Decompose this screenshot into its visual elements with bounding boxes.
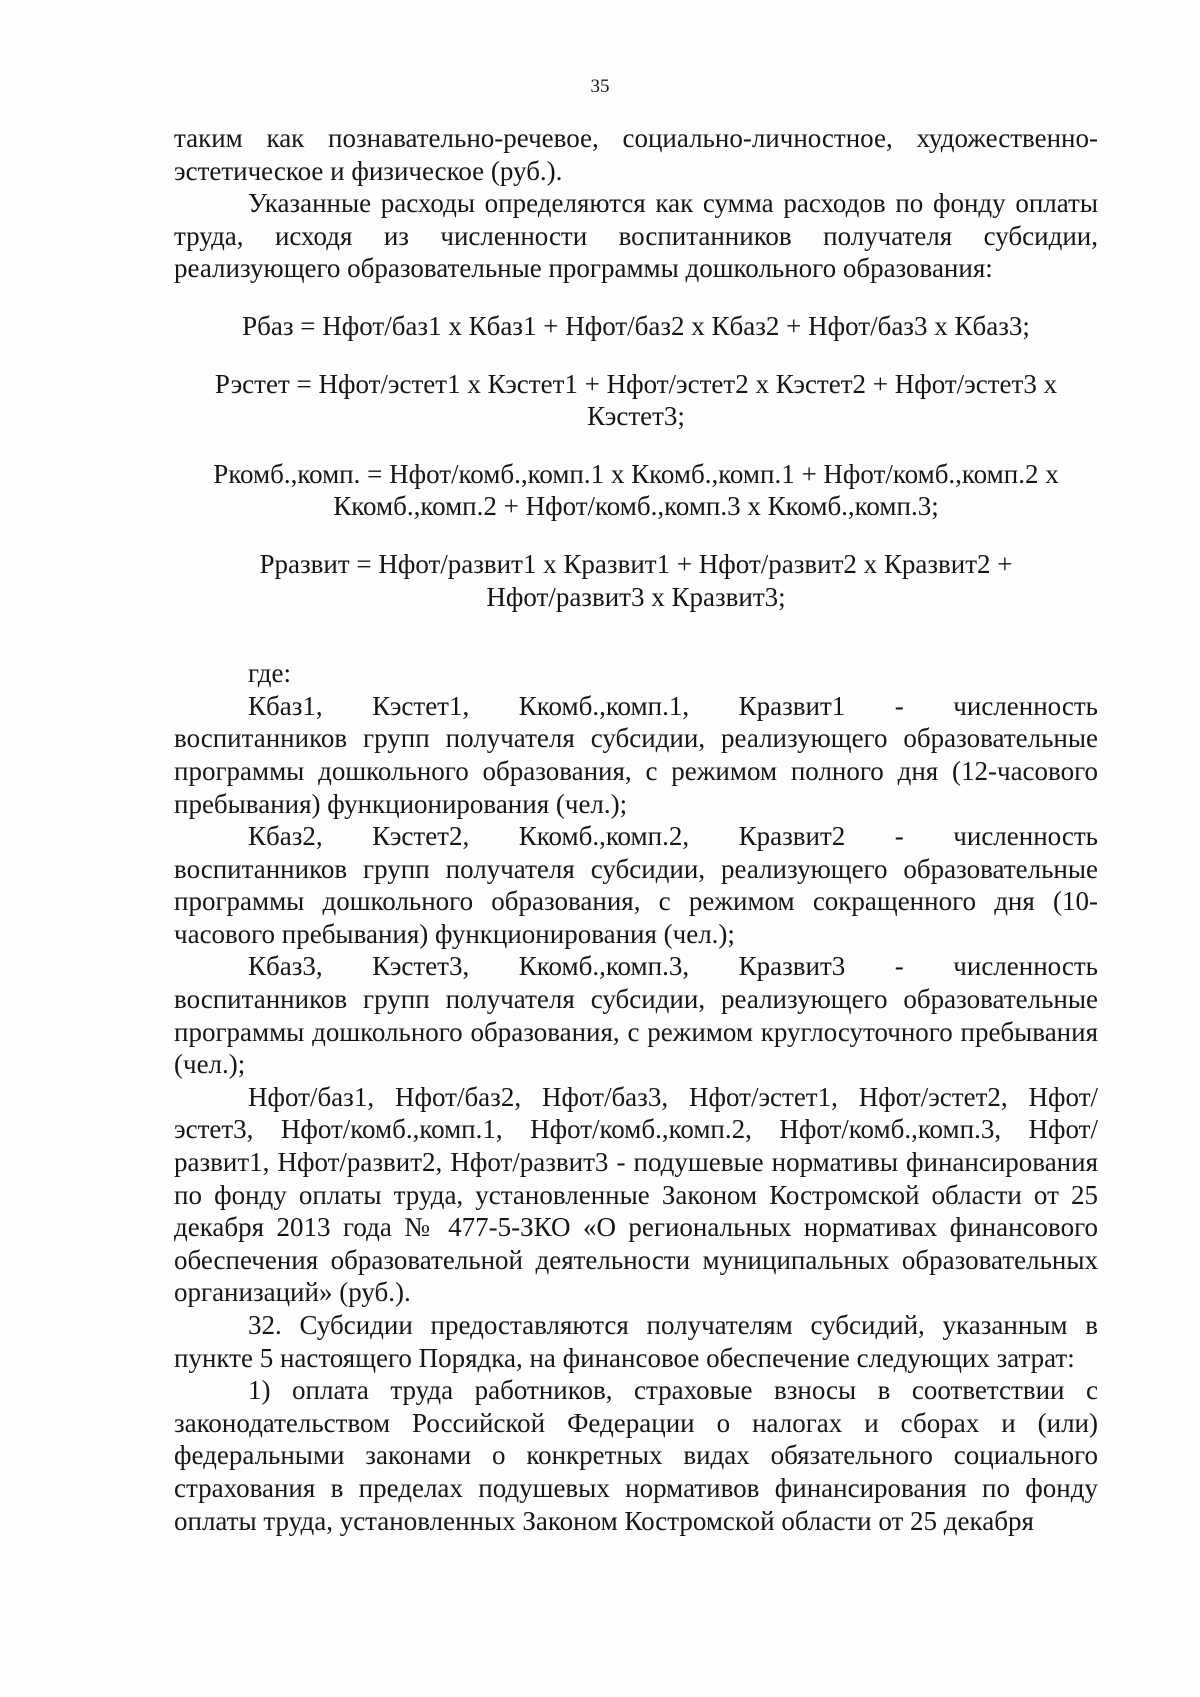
definition-k2-text: воспитанников групп получателя субсидии, реализующего образовательные программы дошкольного образования, с режимом сокращенного дня (10-часового пребывания) функционирования (чел.); [174, 853, 1098, 949]
formula-restet [174, 368, 1098, 433]
definition-k3-text: воспитанников групп получателя субсидии, реализующего образовательные программы дошкольного образования, с режимом круглосуточного пребывания (чел.); [174, 984, 1098, 1080]
page-body [174, 122, 1098, 1537]
intro-paragraph-2: Указанные расходы определяются как сумма расходов по фонду оплаты труда, исходя из численности воспитанников получателя субсидии, реализующего образовательные программы дошкольного образования: [174, 188, 1098, 284]
variable-name: Кэстет1, [372, 690, 470, 721]
formula-rrazvit-line-2: Нфот/развит3 x Кразвит3; [486, 581, 786, 612]
formula-restet-line-1: Рэстет = Нфот/эстет1 x Кэстет1 + Нфот/эстет2 x Кэстет2 + Нфот/эстет3 x [214, 368, 1058, 399]
variable-name: Ккомб.,комп.1, [518, 690, 690, 721]
formula-rbaz: Рбаз = Нфот/баз1 x Кбаз1 + Нфот/баз2 x Кбаз2 + Нфот/баз3 x Кбаз3; [242, 310, 1030, 341]
definition-normatives: Нфот/баз1, Нфот/баз2, Нфот/баз3, Нфот/эстет1, Нфот/эстет2, Нфот/эстет3, Нфот/комб.,комп.1, Нфот/комб.,комп.2, Нфот/комб.,комп.3, Нфот/развит1, Нфот/развит2, Нфот/развит3 - подушевые нормативы финансирования по фонду оплаты труда, установленные Законом Костромской области от 25 декабря 2013 года № 477-5-ЗКО «О региональных нормативах финансового обеспечения образовательной деятельности муниципальных образовательных организаций» (руб.). [174, 1081, 1098, 1308]
variable-name: Ккомб.,комп.2, [518, 821, 690, 852]
definition-term: численность [953, 821, 1098, 852]
definition-dash: - [894, 690, 904, 721]
definition-dash: - [894, 951, 904, 982]
formula-rkomb-line-1: Ркомб.,комп. = Нфот/комб.,комп.1 x Ккомб.,комп.1 + Нфот/комб.,комп.2 x [213, 458, 1059, 489]
definition-k1-variables [174, 690, 1098, 723]
variable-name: Кэстет2, [372, 821, 470, 852]
variable-name: Кразвит2 [738, 821, 846, 852]
clause-32-item-1: 1) оплата труда работников, страховые взносы в соответствии с законодательством Российской Федерации о налогах и сборах и (или) федеральными законами о конкретных видах обязательного социального страхования в пределах подушевых нормативов финансирования по фонду оплаты труда, установленных Законом Костромской области от 25 декабря [174, 1375, 1098, 1536]
variable-name: Кразвит1 [738, 690, 846, 721]
formula-rkomb-line-2: Ккомб.,комп.2 + Нфот/комб.,комп.3 x Ккомб.,комп.3; [333, 491, 939, 522]
variable-name: Кэстет3, [372, 951, 470, 982]
where-label: где: [248, 658, 291, 689]
definition-k1-text: воспитанников групп получателя субсидии, реализующего образовательные программы дошкольного образования, с режимом полного дня (12-часового пребывания) функционирования (чел.); [174, 723, 1098, 819]
variable-name: Ккомб.,комп.3, [518, 951, 690, 982]
formula-rrazvit-line-1: Рразвит = Нфот/развит1 x Кразвит1 + Нфот/развит2 x Кразвит2 + [259, 548, 1013, 579]
intro-paragraph-1: таким как познавательно-речевое, социально-личностное, художественно-эстетическое и физическое (руб.). [174, 123, 1098, 186]
definition-k3-variables [174, 950, 1098, 983]
definition-term: численность [953, 690, 1098, 721]
definition-dash: - [894, 821, 904, 852]
variable-name: Кбаз2, [248, 821, 323, 852]
variable-name: Кбаз1, [248, 690, 323, 721]
definition-term: численность [953, 951, 1098, 982]
variable-name: Кбаз3, [248, 951, 323, 982]
formula-rkomb [174, 458, 1098, 523]
clause-32: 32. Субсидии предоставляются получателям субсидий, указанным в пункте 5 настоящего Порядка, на финансовое обеспечение следующих затрат: [174, 1310, 1098, 1373]
definition-k2-variables [174, 820, 1098, 853]
formula-rrazvit [174, 548, 1098, 613]
page-number: 35 [590, 76, 610, 97]
formula-restet-line-2: Кэстет3; [587, 401, 685, 432]
variable-name: Кразвит3 [738, 951, 846, 982]
